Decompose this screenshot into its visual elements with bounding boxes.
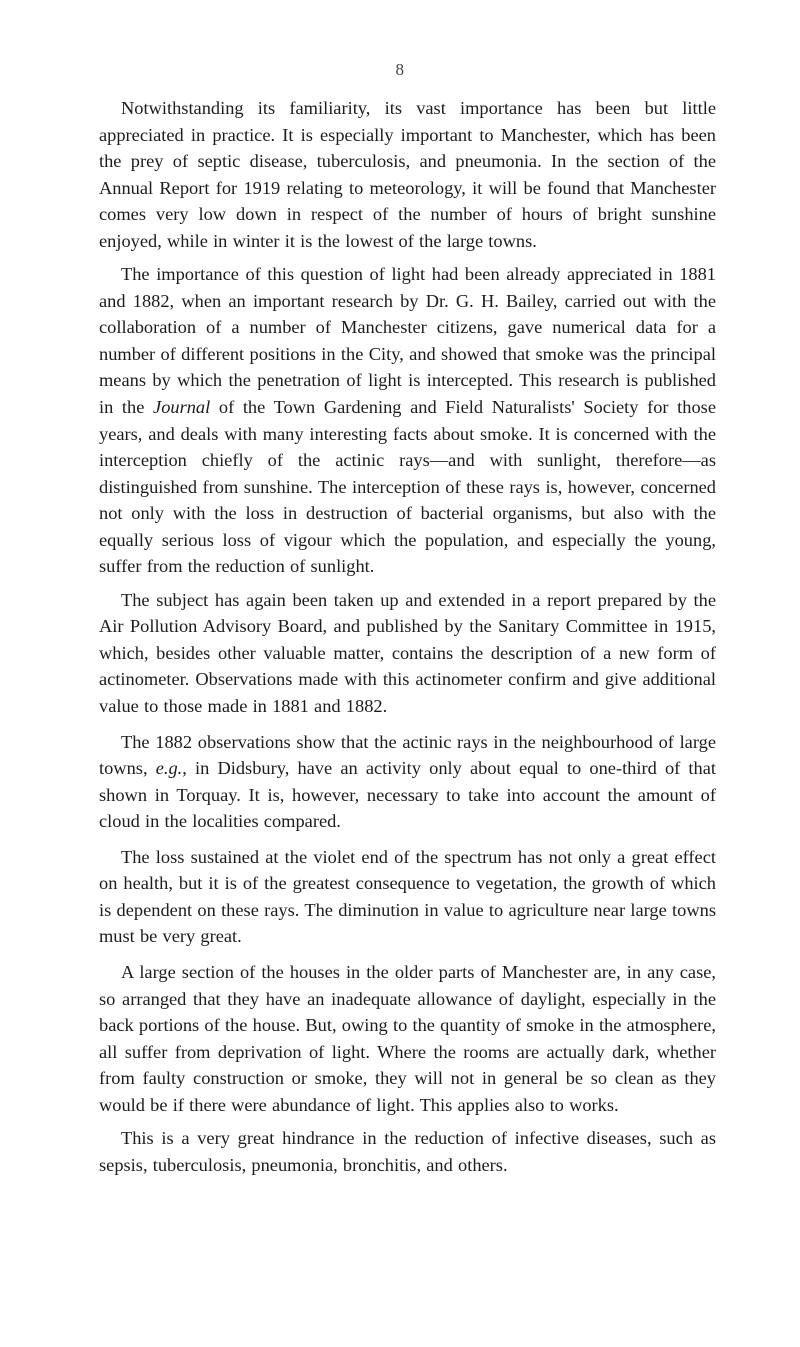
paragraph-text: , in Didsbury, have an activity only about equal to one-third of that shown in Torquay. It is, however, necessary to take into account the amount of cloud in the localities compared. [99,758,716,832]
paragraph-air-pollution-report: The subject has again been taken up and extended in a report prepared by the Air Pollution Advisory Board, and published by the Sanitary Committee in 1915, which, besides other valuable matter, contains the description of a new form of actinometer. Observations made with this actinometer confirm and give additional value to those made in 1881 and 1882. [99,589,716,717]
body-text [99,95,716,1178]
page-number: 8 [395,60,405,79]
paragraph-houses-daylight: A large section of the houses in the older parts of Manchester are, in any case, so arranged that they have an inadequate allowance of daylight, especially in the back portions of the house. But, owing to the quantity of smoke in the atmosphere, all suffer from deprivation of light. Where the rooms are actually dark, whether from faulty construction or smoke, they will not in general be so clean as they would be if there were abundance of light. This applies also to works. [99,961,716,1115]
paragraph-text: The 1882 observations show that the actinic rays in the neighbourhood of large towns, [99,731,716,779]
abbreviation-eg: e.g. [155,758,183,779]
paragraph-bailey-research [99,261,716,580]
paragraph-sunlight-manchester: Notwithstanding its familiarity, its vast importance has been but little appreciated in practice. It is especially important to Manchester, which has been the prey of septic disease, tuberculosis, and pneumonia. In the section of the Annual Report for 1919 relating to meteorology, it will be found that Manchester comes very low down in respect of the number of hours of bright sunshine enjoyed, while in winter it is the lowest of the large towns. [99,98,716,251]
journal-title: Journal [153,397,211,418]
paragraph-text: of the Town Gardening and Field Naturalists' Society for those years, and deals with many interesting facts about smoke. It is concerned with the interception chiefly of the actinic rays—and with sunlight, therefore—as distinguished from sunshine. The interception of these rays is, however, concerned not only with the loss in destruction of bacterial organisms, but also with the equally serious loss of vigour which the population, and especially the young, suffer from the reduction of sunlight. [99,397,716,577]
paragraph-text: The importance of this question of light had been already appreciated in 1881 and 1882, when an important research by Dr. G. H. Bailey, carried out with the collaboration of a number of Manchester citizens, gave numerical data for a number of different positions in the City, and showed that smoke was the principal means by which the penetration of light is intercepted. This research is published in the [99,264,716,418]
paragraph-violet-spectrum: The loss sustained at the violet end of the spectrum has not only a great effect on health, but it is of the greatest consequence to vegetation, the growth of which is dependent on these rays. The diminution in value to agriculture near large towns must be very great. [99,846,716,947]
paragraph-infective-diseases: This is a very great hindrance in the reduction of infective diseases, such as sepsis, tuberculosis, pneumonia, bronchitis, and others. [99,1128,716,1175]
paragraph-1882-observations [99,729,716,835]
